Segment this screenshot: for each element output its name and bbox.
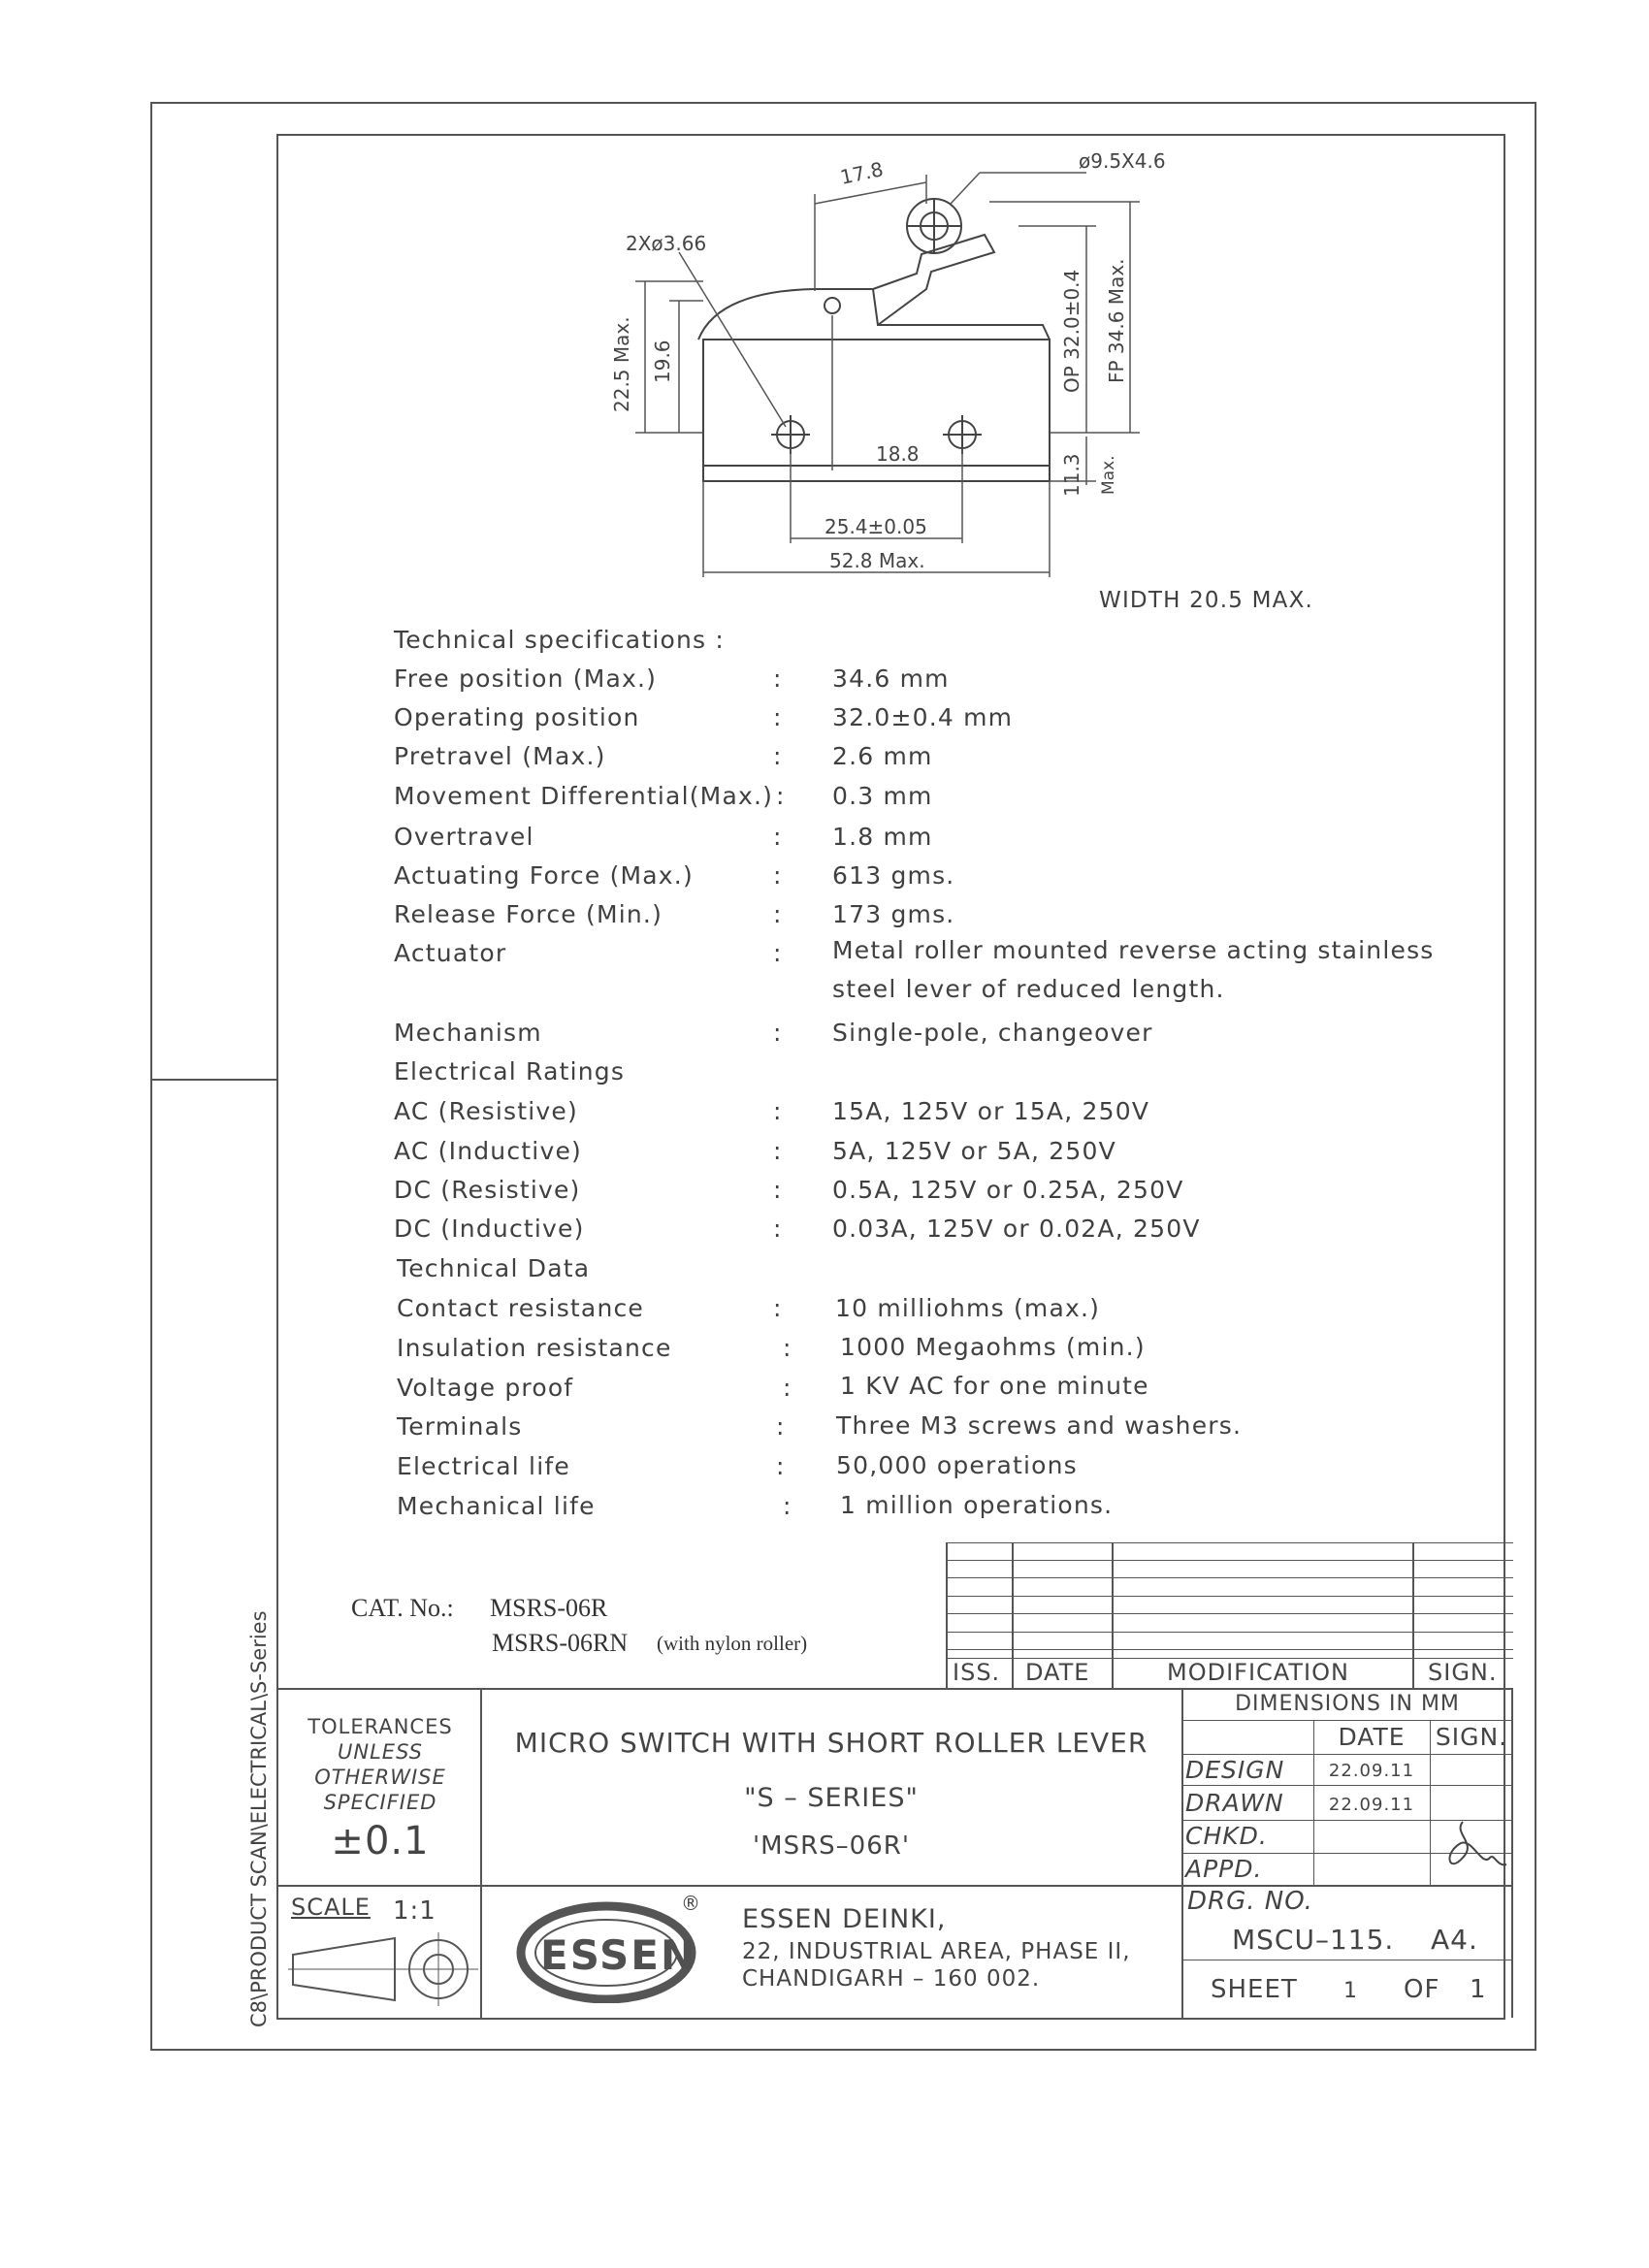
spec-value: 1 KV AC for one minute xyxy=(840,1372,1149,1400)
spec-value: 10 milliohms (max.) xyxy=(835,1294,1101,1322)
spec-label: AC (Inductive) xyxy=(394,1137,582,1165)
spec-colon: : xyxy=(776,1412,786,1441)
spec-colon: : xyxy=(776,782,786,810)
spec-value: 1.8 mm xyxy=(832,823,933,851)
switch-drawing xyxy=(582,146,1222,631)
spec-label: Contact resistance xyxy=(397,1294,645,1322)
sidebar-divider xyxy=(152,1079,276,1081)
approval-date-header: DATE xyxy=(1338,1723,1406,1751)
tolerances-line3: OTHERWISE xyxy=(314,1766,446,1789)
spec-label: Actuator xyxy=(394,939,507,967)
spec-label: Operating position xyxy=(394,703,640,731)
spec-colon: : xyxy=(773,939,783,967)
spec-colon: : xyxy=(783,1334,792,1362)
spec-label: AC (Resistive) xyxy=(394,1097,578,1125)
sheet-total: 1 xyxy=(1470,1975,1487,2004)
company-address-line2: CHANDIGARH – 160 002. xyxy=(742,1966,1041,1992)
sheet-label: SHEET xyxy=(1211,1975,1298,2004)
spec-label: Overtravel xyxy=(394,823,534,851)
spec-value: 1 million operations. xyxy=(840,1491,1114,1519)
dim-52-8: 52.8 Max. xyxy=(829,549,925,572)
scale-value: 1:1 xyxy=(393,1896,436,1926)
spec-colon: : xyxy=(773,1215,783,1243)
spec-value: 5A, 125V or 5A, 250V xyxy=(832,1137,1116,1165)
sheet-number: 1 xyxy=(1343,1979,1358,2003)
drawing-series: "S – SERIES" xyxy=(744,1783,919,1813)
cat-no-label: CAT. No.: xyxy=(351,1594,454,1622)
spec-colon: : xyxy=(773,823,783,851)
projection-symbol-icon xyxy=(288,1930,478,2010)
drawn-label: DRAWN xyxy=(1185,1789,1284,1817)
spec-value: 50,000 operations xyxy=(836,1451,1078,1479)
spec-value: Single-pole, changeover xyxy=(832,1019,1153,1047)
spec-label: Pretravel (Max.) xyxy=(394,742,606,770)
design-label: DESIGN xyxy=(1185,1756,1285,1784)
spec-section-heading: Electrical Ratings xyxy=(394,1057,626,1085)
drawing-model: 'MSRS–06R' xyxy=(753,1831,910,1861)
registered-mark: ® xyxy=(681,1892,701,1915)
spec-label: Insulation resistance xyxy=(397,1334,672,1362)
spec-colon: : xyxy=(773,1294,783,1322)
spec-colon: : xyxy=(773,900,783,928)
spec-colon: : xyxy=(783,1374,792,1402)
spec-label: Actuating Force (Max.) xyxy=(394,861,694,890)
spec-colon: : xyxy=(773,742,783,770)
spec-label: Terminals xyxy=(397,1412,523,1441)
spec-colon: : xyxy=(773,1097,783,1125)
tolerances-line1: TOLERANCES xyxy=(307,1715,453,1738)
spec-value: 32.0±0.4 mm xyxy=(832,703,1014,731)
design-date: 22.09.11 xyxy=(1328,1761,1415,1781)
dim-18-8: 18.8 xyxy=(876,442,920,466)
specs-title: Technical specifications : xyxy=(394,626,726,654)
spec-colon: : xyxy=(773,1176,783,1204)
spec-label: Movement Differential(Max.) xyxy=(394,782,774,810)
spec-value: 15A, 125V or 15A, 250V xyxy=(832,1097,1150,1125)
spec-label: DC (Resistive) xyxy=(394,1176,581,1204)
dim-25-4: 25.4±0.05 xyxy=(824,515,927,538)
spec-value: 2.6 mm xyxy=(832,742,933,770)
dim-22-5: 22.5 Max. xyxy=(610,316,633,412)
spec-value: Metal roller mounted reverse acting stainless xyxy=(832,936,1435,964)
spec-value: 34.6 mm xyxy=(832,664,950,693)
dim-11-3-max: Max. xyxy=(1099,455,1118,495)
dimensions-unit: DIMENSIONS IN MM xyxy=(1235,1692,1460,1716)
spec-value: 0.5A, 125V or 0.25A, 250V xyxy=(832,1176,1184,1204)
dim-roller: ø9.5X4.6 xyxy=(1079,149,1166,173)
spec-value: Three M3 screws and washers. xyxy=(836,1411,1243,1440)
drawing-number-label: DRG. NO. xyxy=(1187,1887,1313,1916)
spec-colon: : xyxy=(773,861,783,890)
signature xyxy=(1434,1814,1511,1884)
company-address-line1: 22, INDUSTRIAL AREA, PHASE II, xyxy=(742,1939,1131,1964)
dim-op: OP 32.0±0.4 xyxy=(1060,269,1083,393)
spec-label: Voltage proof xyxy=(397,1374,574,1402)
rev-modification-header: MODIFICATION xyxy=(1167,1659,1349,1686)
of-label: OF xyxy=(1404,1975,1440,2004)
company-name: ESSEN DEINKI, xyxy=(742,1904,947,1934)
dim-holes: 2Xø3.66 xyxy=(626,232,707,255)
rev-date-header: DATE xyxy=(1025,1659,1090,1686)
spec-label: DC (Inductive) xyxy=(394,1215,585,1243)
dim-17-8: 17.8 xyxy=(838,157,886,189)
dim-19-6: 19.6 xyxy=(651,340,674,383)
dim-fp: FP 34.6 Max. xyxy=(1105,258,1128,383)
paper-size: A4. xyxy=(1431,1924,1478,1956)
cat-no-2-note: (with nylon roller) xyxy=(657,1632,808,1655)
spec-label: Mechanical life xyxy=(397,1492,596,1520)
spec-label: Free position (Max.) xyxy=(394,664,658,693)
tolerances-line4: SPECIFIED xyxy=(323,1791,437,1814)
spec-colon: : xyxy=(776,1452,786,1480)
checked-label: CHKD. xyxy=(1185,1822,1268,1850)
spec-value: 1000 Megaohms (min.) xyxy=(840,1333,1146,1361)
scale-label: SCALE xyxy=(291,1894,371,1921)
tolerances-line2: UNLESS xyxy=(338,1740,423,1764)
drawing-title: MICRO SWITCH WITH SHORT ROLLER LEVER xyxy=(514,1727,1148,1759)
spec-value: 0.3 mm xyxy=(832,782,933,810)
drawing-number: MSCU–115. xyxy=(1232,1924,1395,1956)
spec-label: Electrical life xyxy=(397,1452,570,1480)
tolerance-value: ±0.1 xyxy=(331,1819,430,1863)
drawn-date: 22.09.11 xyxy=(1328,1795,1415,1815)
spec-colon: : xyxy=(773,1137,783,1165)
spec-value: 173 gms. xyxy=(832,900,955,928)
width-note: WIDTH 20.5 MAX. xyxy=(1099,588,1314,613)
spec-colon: : xyxy=(773,1019,783,1047)
approved-label: APPD. xyxy=(1185,1855,1263,1883)
spec-label: Mechanism xyxy=(394,1019,542,1047)
spec-value: 0.03A, 125V or 0.02A, 250V xyxy=(832,1215,1201,1243)
rev-iss-header: ISS. xyxy=(953,1659,1001,1686)
spec-label: Release Force (Min.) xyxy=(394,900,663,928)
dim-11-3: 11.3 xyxy=(1060,453,1083,497)
spec-value-continued: steel lever of reduced length. xyxy=(832,975,1225,1003)
spec-value: 613 gms. xyxy=(832,861,955,890)
spec-colon: : xyxy=(773,703,783,731)
approval-sign-header: SIGN. xyxy=(1435,1723,1508,1751)
rev-sign-header: SIGN. xyxy=(1428,1659,1498,1686)
spec-colon: : xyxy=(773,664,783,693)
logo-text: ESSEN xyxy=(540,1931,697,1979)
spec-colon: : xyxy=(783,1492,792,1520)
cat-no-2: MSRS-06RN xyxy=(492,1629,629,1657)
cat-no-1: MSRS-06R xyxy=(490,1594,608,1622)
spec-section-heading: Technical Data xyxy=(397,1254,591,1282)
sidebar-path: C8\PRODUCT SCAN\ELECTRICAL\S-Series xyxy=(247,1610,271,2027)
